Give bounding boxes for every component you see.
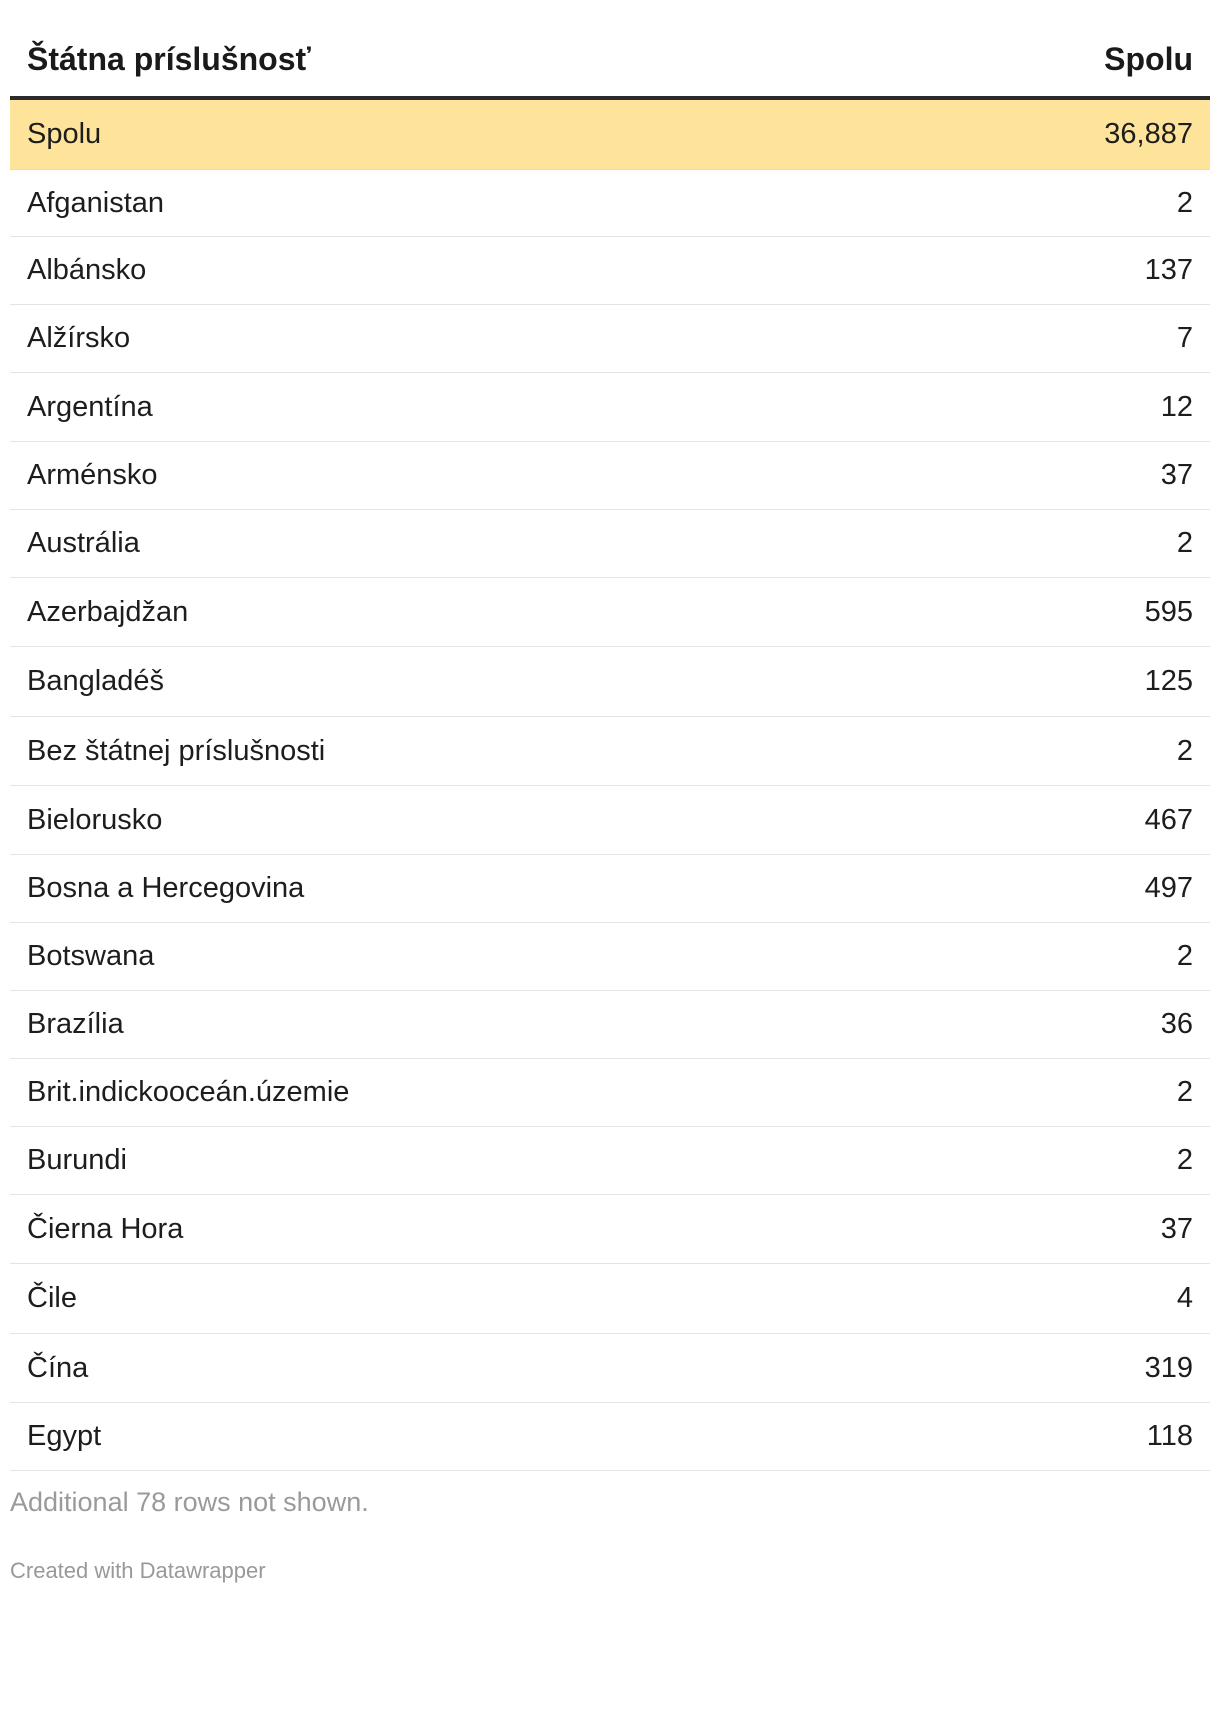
row-value: 37 xyxy=(1160,459,1193,491)
row-value: 2 xyxy=(1176,734,1193,767)
table-row xyxy=(10,373,1210,442)
table-notes: Additional 78 rows not shown. xyxy=(10,1487,369,1517)
row-value: 37 xyxy=(1160,1212,1193,1245)
table-row xyxy=(10,855,1210,923)
table-row xyxy=(10,510,1210,578)
table-row xyxy=(10,170,1210,237)
row-label: Bangladéš xyxy=(27,665,165,697)
row-label: Čína xyxy=(27,1351,89,1384)
row-label: Čile xyxy=(27,1282,77,1314)
row-value: 497 xyxy=(1144,872,1193,904)
table-row-total xyxy=(10,100,1210,170)
table-row xyxy=(10,305,1210,373)
row-label: Brit.indickooceán.územie xyxy=(27,1076,350,1108)
row-label: Alžírsko xyxy=(27,322,131,354)
table-row xyxy=(10,1403,1210,1471)
row-value: 319 xyxy=(1144,1351,1193,1384)
row-value: 2 xyxy=(1176,186,1193,219)
row-value: 137 xyxy=(1144,254,1193,286)
table-row xyxy=(10,1195,1210,1264)
table-row xyxy=(10,717,1210,786)
row-value: 125 xyxy=(1144,665,1193,697)
table-row xyxy=(10,923,1210,991)
row-label: Brazília xyxy=(27,1008,124,1040)
row-label: Arménsko xyxy=(27,459,158,491)
row-value: 2 xyxy=(1176,1076,1193,1108)
row-value: 36,887 xyxy=(1104,118,1193,150)
credit-link[interactable]: Created with Datawrapper xyxy=(10,1558,266,1583)
row-value: 4 xyxy=(1176,1282,1193,1314)
table-row xyxy=(10,1127,1210,1195)
row-label: Egypt xyxy=(27,1420,102,1452)
row-label: Bez štátnej príslušnosti xyxy=(27,734,326,767)
table-row xyxy=(10,237,1210,305)
datawrapper-table xyxy=(10,0,1210,1584)
column-header-total[interactable]: Spolu xyxy=(1104,41,1193,77)
row-label: Bosna a Hercegovina xyxy=(27,872,305,904)
row-label: Burundi xyxy=(27,1144,127,1176)
row-label: Austrália xyxy=(27,527,140,559)
row-label: Argentína xyxy=(27,390,153,423)
row-value: 2 xyxy=(1176,1144,1193,1176)
table-row xyxy=(10,1059,1210,1127)
row-label: Spolu xyxy=(27,118,102,150)
table-row xyxy=(10,442,1210,510)
row-label: Bielorusko xyxy=(27,803,163,836)
row-label: Botswana xyxy=(27,940,155,972)
table-row xyxy=(10,647,1210,717)
table-header xyxy=(10,0,1210,100)
row-value: 36 xyxy=(1160,1008,1193,1040)
table-row xyxy=(10,786,1210,855)
table-row xyxy=(10,1264,1210,1334)
column-header-nationality[interactable]: Štátna príslušnosť xyxy=(27,41,311,77)
table-row xyxy=(10,1334,1210,1403)
row-value: 467 xyxy=(1144,803,1193,836)
row-label: Albánsko xyxy=(27,254,147,286)
row-value: 12 xyxy=(1160,390,1193,423)
row-value: 118 xyxy=(1146,1420,1193,1452)
row-value: 595 xyxy=(1144,595,1193,628)
row-value: 7 xyxy=(1176,322,1193,354)
table-row xyxy=(10,991,1210,1059)
row-label: Afganistan xyxy=(27,186,165,219)
table-row xyxy=(10,578,1210,647)
row-label: Azerbajdžan xyxy=(27,595,189,628)
table-body xyxy=(10,100,1210,1471)
row-value: 2 xyxy=(1176,527,1193,559)
row-value: 2 xyxy=(1176,940,1193,972)
row-label: Čierna Hora xyxy=(27,1212,184,1245)
